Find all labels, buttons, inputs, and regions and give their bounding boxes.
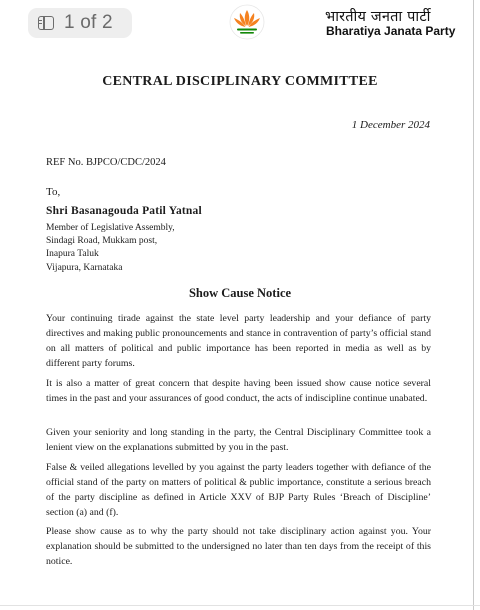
addressee-address [46, 222, 175, 275]
body-paragraph: Your continuing tirade against the state level party leadership and your defiance of party directives and making public pronouncements and stance in contravention of party’s official stand on all matters of political and public importance has been reported in media as well as by different party forums. [46, 313, 431, 369]
party-name-english: Bharatiya Janata Party [326, 24, 456, 38]
party-name-hindi: भारतीय जनता पार्टी [325, 9, 431, 25]
committee-title: CENTRAL DISCIPLINARY COMMITTEE [102, 74, 378, 89]
address-line: Member of Legislative Assembly, [46, 223, 175, 233]
body-paragraph: False & veiled allegations levelled by you against the party leaders together with defiance of the official stand of the party on matters of political & public importance, constitute a serious breach of the party discipline as defined in Article XXV of BJP Party Rules ‘Breach of Discipline’ section (a) and (f). [46, 462, 431, 518]
address-line: Inapura Taluk [46, 249, 99, 260]
notice-subject: Show Cause Notice [188, 286, 292, 300]
body-paragraph: Given your seniority and long standing in the party, the Central Disciplinary Committee took a lenient view on the explanations submitted by you in the past. [46, 427, 431, 453]
address-line: Vijapura, Karnataka [46, 262, 123, 273]
body-paragraph: Please show cause as to why the party should not take disciplinary action against you. Your explanation should be submitted to the undersigned no later than ten days from the receipt of this notice. [46, 526, 431, 567]
sidebar-pages-icon [38, 16, 54, 30]
page-indicator[interactable] [28, 8, 132, 38]
addressee-name: Shri Basanagouda Patil Yatnal [46, 205, 202, 217]
letter-date: 1 December 2024 [351, 119, 430, 131]
page-count-label: 1 of 2 [64, 12, 113, 33]
page-bottom-edge [0, 605, 480, 606]
salutation: To, [46, 186, 61, 198]
reference-number: REF No. BJPCO/CDC/2024 [46, 157, 166, 168]
bjp-lotus-logo [229, 4, 265, 42]
address-line: Sindagi Road, Mukkam post, [46, 236, 158, 247]
page-edge [473, 0, 474, 610]
body-paragraph: It is also a matter of great concern that despite having been issued show cause notice several times in the past and your assurances of good conduct, the acts of indiscipline continue unabated. [46, 378, 431, 404]
